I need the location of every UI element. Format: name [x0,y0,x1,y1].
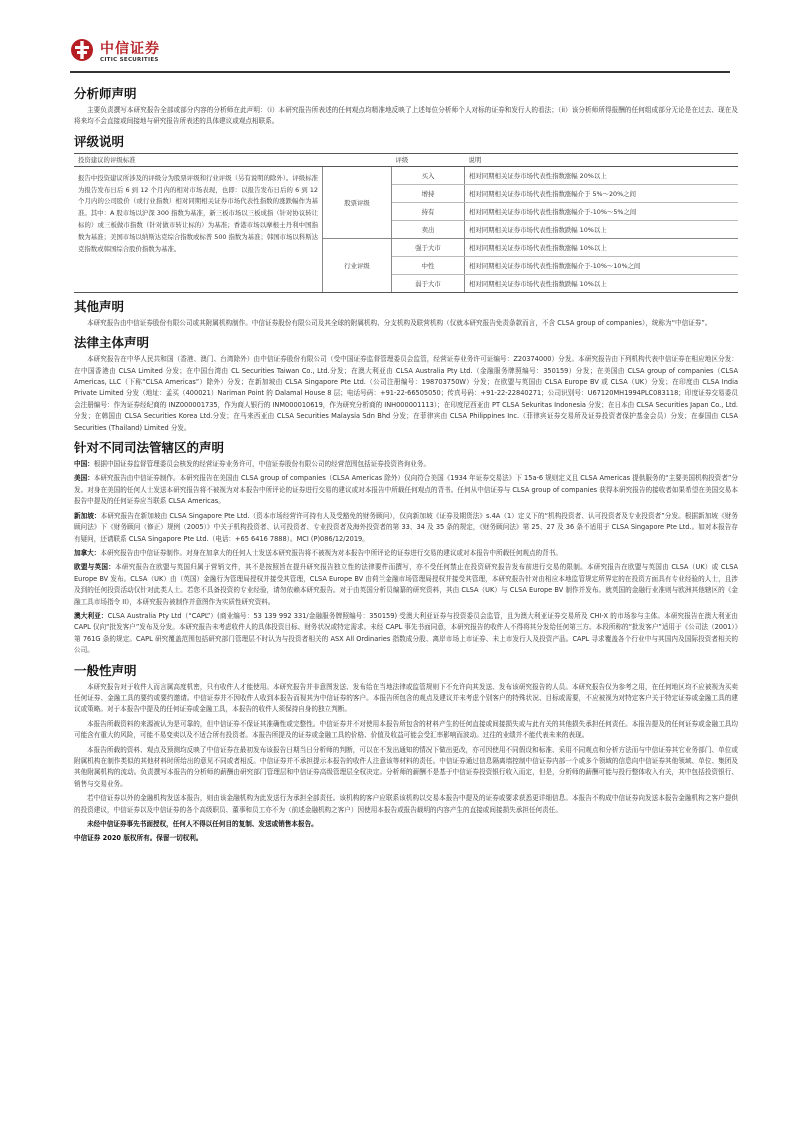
other-text: 本研究报告由中信证券股份有限公司或其附属机构制作。中信证券股份有限公司及其全球的附属机构、分支机构及联营机构（仅就本研究报告免责条款而言，不含 CLSA group of companies），统称为“中信证券”。 [87,318,712,327]
header-desc: 说明 [465,153,739,166]
jurisdiction-lead: 澳大利亚： [74,611,108,620]
legal-text: 本研究报告在中华人民共和国（香港、澳门、台湾除外）由中信证券股份有限公司（受中国证券监督管理委员会监管，经营证券业务许可证编号：Z20374000）分发。本研究报告由下列机构代表中信证券在相应地区分发：在中国香港由 CLSA Limited 分发；在中国台湾由 CL Securities Taiwan Co., Ltd.分发；在澳大利亚由 CLSA Australia Pty Ltd.（金融服务牌照编号：350159）分发；在美国由 CLSA group of companies（CLSA Americas, LLC（下称“CLSA Americas”）除外）分发；在新加坡由 CLSA Singapore Pte Ltd.（公司注册编号：198703750W）分发；在欧盟与英国由 CLSA Europe BV 或 CLSA（UK）分发；在印度由 CLSA India Private Limited 分发（地址：孟买（400021）Nariman Point 的 Dalamal House 8 层；电话号码：+91-22-66505050；传真号码：+91-22-22840271；公司识别号：U67120MH1994PLC083118；印度证券交易委员会注册编号：作为证券经纪商的 INZ000001735，作为商人银行的 INM000010619，作为研究分析商的 INH000001113）；在印度尼西亚由 PT CLSA Sekuritas Indonesia 分发；在日本由 CLSA Securities Japan Co., Ltd.分发；在韩国由 CLSA Securities Korea Ltd.分发；在马来西亚由 CLSA Securities Malaysia Sdn Bhd 分发；在菲律宾由 CLSA Philippines Inc.（菲律宾证券交易所及证券投资者保护基金会员）分发；在泰国由 CLSA Securities (Thailand) Limited 分发。 [74,355,738,432]
rating-level: 买入 [392,166,465,184]
copy-notice: 未经中信证券事先书面授权，任何人不得以任何目的复制、发送或销售本报告。 [87,820,318,829]
jurisdiction-text: CLSA Australia Pty Ltd（“CAPL”）(商业编号：53 139 992 331/金融服务牌照编号：350159) 受澳大利亚证券与投资委员会监管，且为澳大利亚证券交易所及 CHI-X 的市场参与主体。本研究报告在澳大利亚由 CAPL 仅向“批发客户”发布及分发。本研究报告未考虑收件人的具体投资目标、财务状况或特定需求。未经 CAPL 事先书面同意，本研究报告的收件人不得将其分发给任何第三方。本段所称的“批发客户”适用于《公司法（2001）》第 761G 条的规定。CAPL 研究覆盖范围包括研究部门管理层不时认为与投资者相关的 ASX All Ordinaries 指数成分股、离岸市场上市证券、未上市发行人及投资产品。CAPL 寻求覆盖各个行业中与其国内及国际投资者相关的公司。 [74,611,738,655]
rating-desc: 相对同期相关证券市场代表性指数涨幅介于-10%～10%之间 [465,256,739,274]
logo-text-cn: 中信证券 [100,41,160,57]
jurisdiction-item [74,562,738,608]
rating-level: 增持 [392,184,465,202]
legal-title: 法律主体声明 [74,335,150,351]
rating-basis-text: 报告中投资建议所涉及的评级分为股票评级和行业评级（另有说明的除外）。评级标准为报告发布日后 6 到 12 个月内的相对市场表现，也即：以报告发布日后的 6 到 12 个月内的公司股价（或行业指数）相对同期相关证券市场代表性指数的涨跌幅作为基准。其中：A 股市场以沪深 300 指数为基准，新三板市场以三板成指（针对协议转让标的）或三板做市指数（针对做市转让标的）为基准；香港市场以摩根士丹利中国指数为基准；美国市场以纳斯达克综合指数或标普 500 指数为基准；韩国市场以科斯达克指数或韩国综合股价指数为基准。 [74,166,323,292]
header-category [323,153,392,166]
analyst-section [74,86,738,128]
rating-table [74,153,738,293]
rating-section [74,134,738,293]
jurisdiction-item [74,548,738,559]
copyright-text: 中信证券 2020 版权所有。保留一切权利。 [74,834,203,843]
jurisdiction-section [74,440,738,657]
jurisdiction-item [74,511,738,545]
general-section [74,663,738,845]
jurisdiction-text: 根据中国证券监督管理委员会核发的经营证券业务许可，中信证券股份有限公司的经营范围包括证券投资咨询业务。 [93,460,431,469]
rating-desc: 相对同期相关证券市场代表性指数涨幅 10%以上 [465,238,739,256]
rating-desc: 相对同期相关证券市场代表性指数涨幅 20%以上 [465,166,739,184]
stock-rating-label: 股票评级 [323,166,392,238]
header-rule [70,71,730,73]
report-header [70,36,730,72]
jurisdiction-lead: 中国： [74,460,94,469]
other-title: 其他声明 [74,298,125,314]
table-row [74,166,738,184]
general-title: 一般性声明 [74,662,137,678]
jurisdiction-text: 本研究报告在新加坡由 CLSA Singapore Pte Ltd.（资本市场经营许可持有人及受豁免的财务顾问），仅向新加坡《证券及期货法》s.4A（1）定义下的“机构投资者、认可投资者及专业投资者”分发。根据新加坡《财务顾问法》下《财务顾问（修正）规例（2005）》中关于机构投资者、认可投资者、专业投资者及海外投资者的第 33、34 及 35 条的规定，《财务顾问法》第 25、27 及 36 条不适用于 CLSA Singapore Pte Ltd.。如对本报告存有疑问，还请联系 CLSA Singapore Pte Ltd.（电话：+65 6416 7888）。MCI (P)086/12/2019。 [74,511,738,543]
rating-desc: 相对同期相关证券市场代表性指数涨幅介于-10%～5%之间 [465,202,739,220]
rating-level: 持有 [392,202,465,220]
rating-desc: 相对同期相关证券市场代表性指数跌幅 10%以上 [465,220,739,238]
general-paragraph: 若中信证券以外的金融机构发送本报告，则由该金融机构为此发送行为承担全部责任。该机构的客户应联系该机构以交易本报告中提及的证券或要求获悉更详细信息。本报告不构成中信证券向发送本报告金融机构之客户提供的投资建议，中信证券以及中信证券的各个高级职员、董事和员工亦不为（前述金融机构之客户）因使用本报告或报告载明的内容产生的直接或间接损失承担任何责任。 [74,794,738,814]
general-paragraph: 本报告所载资料的来源被认为是可靠的，但中信证券不保证其准确性或完整性。中信证券并不对使用本报告所包含的材料产生的任何直接或间接损失或与此有关的其他损失承担任何责任。本报告提及的任何证券或金融工具均可能含有重大的风险，可能不易变卖以及不适合所有投资者。本报告所提及的证券或金融工具的价格、价值及收益可能会受汇率影响而波动。过往的业绩并不能代表未来的表现。 [74,719,738,740]
rating-title: 评级说明 [74,133,125,149]
jurisdiction-lead: 美国： [74,474,94,483]
rating-level: 强于大市 [392,238,465,256]
rating-desc: 相对同期相关证券市场代表性指数跌幅 10%以上 [465,274,739,292]
jurisdiction-lead: 新加坡： [74,511,101,520]
disclaimer-content [74,86,738,845]
header-basis: 投资建议的评级标准 [74,153,323,166]
jurisdiction-text: 本研究报告在欧盟与英国归属于营销文件，其不是按照旨在提升研究报告独立性的法律要件而撰写，亦不受任何禁止在投资研究报告发布前进行交易的限制。本研究报告在欧盟与英国由 CLSA（UK）或 CLSA Europe BV 发布。CLSA（UK）由（英国）金融行为管理局授权并接受其管理，CLSA Europe BV 由荷兰金融市场管理局授权并接受其管理，本研究报告针对由相应本地监管规定所界定的在投资方面具有专业经验的人士，且涉及到的任何投资活动仅针对此类人士。若您不具备投资的专业经验，请勿依赖本研究报告。对于由英国分析员编纂的研究资料，其由 CLSA（UK）与 CLSA Europe BV 制作并发布。就英国的金融行业准则与欧洲其他辖区的《金融工具市场指令 II》，本研究报告被制作并意图作为实质性研究资料。 [74,563,739,606]
jurisdiction-title: 针对不同司法管辖区的声明 [74,440,225,456]
general-paragraph: 本研究报告对于收件人而言属高度机密，只有收件人才能使用。本研究报告并非意图发送、发布给在当地法律或监管规则下不允许向其发送、发布该研究报告的人员。本研究报告仅为参考之用，在任何地区均不应被视为买卖任何证券、金融工具的要约或要约邀请。中信证券并不因收件人收到本报告而视其为中信证券的客户。本报告所包含的观点及建议并未考虑个别客户的特殊状况、目标或需要，不应被视为对特定客户关于特定证券或金融工具的建议或策略。对于本报告中提及的任何证券或金融工具，本报告的收件人须保持自身的独立判断。 [74,682,738,714]
jurisdiction-text: 本研究报告由中信证券制作。本研究报告在美国由 CLSA group of companies（CLSA Americas 除外）仅向符合美国《1934 年证券交易法》下 15a-6 规则定义且 CLSA Americas 提供服务的“主要美国机构投资者”分发。对身在美国的任何人士发送本研究报告将不被视为对本报告中所评论的证券进行交易的建议或对本报告中所载任何观点的背书。任何从中信证券与 CLSA group of companies 获得本研究报告的接收者如果希望在美国交易本报告中提及的任何证券应当联系 CLSA Americas。 [74,474,738,506]
industry-rating-label: 行业评级 [323,238,392,292]
logo-text-en: CITIC SECURITIES [100,57,159,63]
analyst-title: 分析师声明 [74,86,137,101]
rating-desc: 相对同期相关证券市场代表性指数涨幅介于 5%～20%之间 [465,184,739,202]
jurisdiction-item [74,611,738,657]
analyst-text: 主要负责撰写本研究报告全部或部分内容的分析师在此声明：（i）本研究报告所表述的任何观点均精准地反映了上述每位分析师个人对标的证券和发行人的看法；（ii）该分析师所得报酬的任何组成部分无论是在过去、现在及将来均不会直接或间接地与研究报告所表述的具体建议或观点相联系。 [74,106,738,126]
rating-level: 弱于大市 [392,274,465,292]
general-paragraph: 本报告所载的资料、观点及预测均反映了中信证券在最初发布该报告日期当日分析师的判断，可以在不发出通知的情况下做出更改，亦可因使用不同假设和标准、采用不同观点和分析方法而与中信证券其它业务部门、单位或附属机构在制作类似的其他材料时所给出的意见不同或者相反。中信证券并不承担提示本报告的收件人注意该等材料的责任。中信证券通过信息隔离墙控制中信证券内部一个或多个领域的信息向中信证券其他领域、单位、集团及其他附属机构的流动。负责撰写本报告的分析师的薪酬由研究部门管理层和中信证券高级管理层全权决定。分析师的薪酬不是基于中信证券投资银行收入而定，但是，分析师的薪酬可能与投行整体收入有关，其中包括投资银行、销售与交易业务。 [74,745,738,788]
jurisdiction-item [74,459,738,470]
jurisdiction-item [74,473,738,507]
other-section [74,299,738,329]
legal-section [74,335,738,434]
rating-level: 卖出 [392,220,465,238]
jurisdiction-lead: 欧盟与英国： [74,563,116,572]
header-level: 评级 [392,153,465,166]
citic-logo-icon [70,38,94,62]
rating-table-header [74,153,738,166]
jurisdiction-lead: 加拿大： [74,548,101,557]
rating-level: 中性 [392,256,465,274]
jurisdiction-text: 本研究报告由中信证券制作。对身在加拿大的任何人士发送本研究报告将不被视为对本报告中所评论的证券进行交易的建议或对本报告中所载任何观点的背书。 [100,548,562,557]
